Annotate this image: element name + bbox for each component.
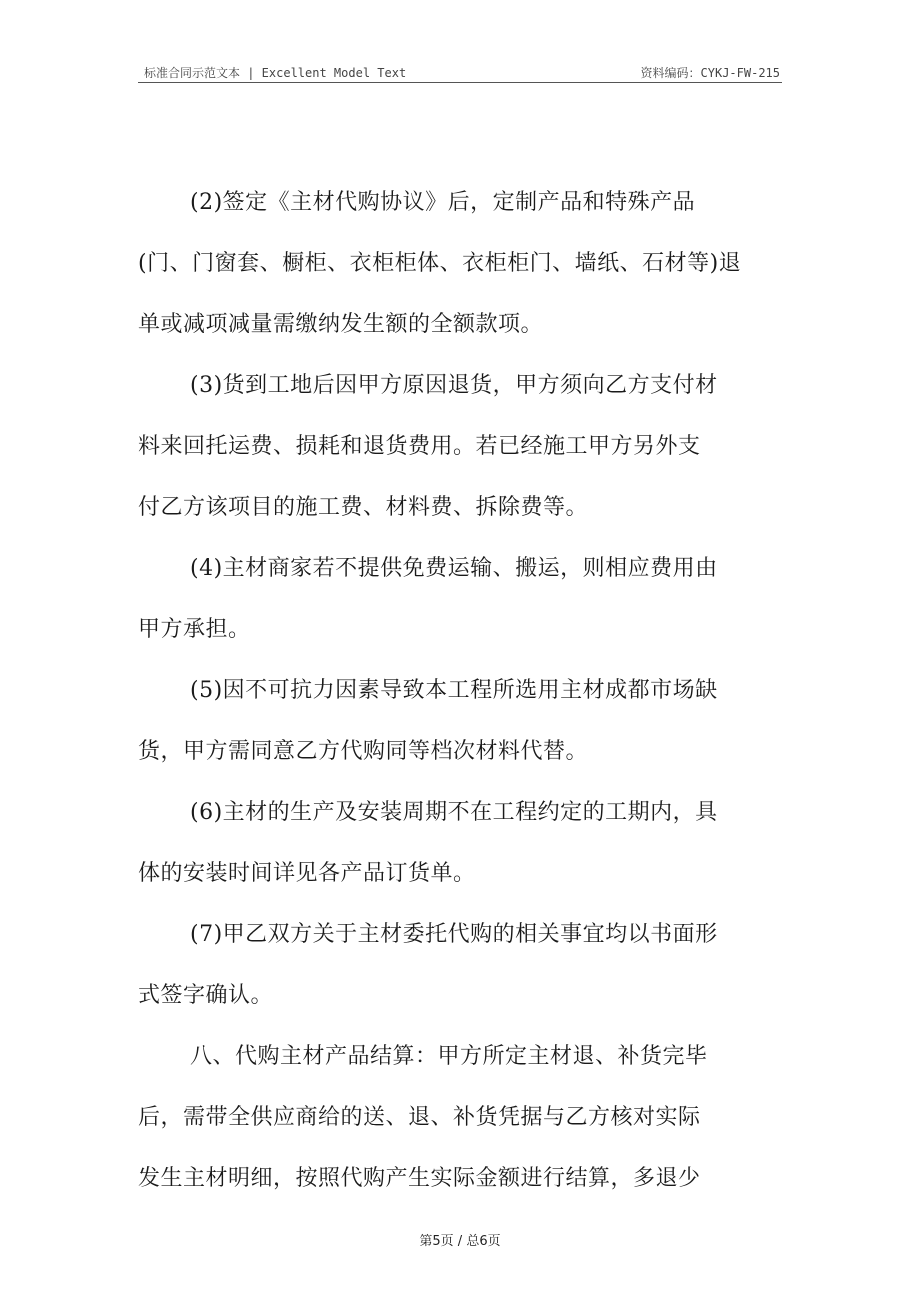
page-header bbox=[138, 60, 782, 83]
header-document-code: 资料编码：CYKJ-FW-215 bbox=[640, 66, 780, 80]
paragraph-line: 八、代购主材产品结算：甲方所定主材退、补货完毕 bbox=[190, 1044, 708, 1069]
paragraph-line: (4)主材商家若不提供免费运输、搬运，则相应费用由 bbox=[190, 556, 718, 581]
paragraph-line: 后，需带全供应商给的送、退、补货凭据与乙方核对实际 bbox=[138, 1105, 701, 1130]
paragraph-line: 货，甲方需同意乙方代购同等档次材料代替。 bbox=[138, 739, 589, 764]
paragraph-line: 式签字确认。 bbox=[138, 983, 274, 1008]
paragraph-line: (门、门窗套、橱柜、衣柜柜体、衣柜柜门、墙纸、石材等)退 bbox=[138, 251, 742, 276]
paragraph-line: (3)货到工地后因甲方原因退货，甲方须向乙方支付材 bbox=[190, 373, 718, 398]
header-title: 标准合同示范文本 | Excellent Model Text bbox=[144, 66, 407, 80]
paragraph-line: 料来回托运费、损耗和退货费用。若已经施工甲方另外支 bbox=[138, 434, 701, 459]
paragraph-line: 体的安装时间详见各产品订货单。 bbox=[138, 861, 476, 886]
page-number: 第5页 / 总6页 bbox=[419, 1234, 501, 1249]
paragraph-line: (5)因不可抗力因素导致本工程所选用主材成都市场缺 bbox=[190, 678, 718, 703]
paragraph-line: 单或减项减量需缴纳发生额的全额款项。 bbox=[138, 312, 544, 337]
document-body bbox=[138, 176, 798, 1213]
paragraph-line: 甲方承担。 bbox=[138, 617, 251, 642]
paragraph-line: 发生主材明细，按照代购产生实际金额进行结算，多退少 bbox=[138, 1166, 701, 1191]
paragraph-line: 付乙方该项目的施工费、材料费、拆除费等。 bbox=[138, 495, 589, 520]
paragraph-line: (2)签定《主材代购协议》后，定制产品和特殊产品 bbox=[190, 190, 696, 215]
paragraph-line: (6)主材的生产及安装周期不在工程约定的工期内，具 bbox=[190, 800, 718, 825]
paragraph-line: (7)甲乙双方关于主材委托代购的相关事宜均以书面形 bbox=[190, 922, 718, 947]
